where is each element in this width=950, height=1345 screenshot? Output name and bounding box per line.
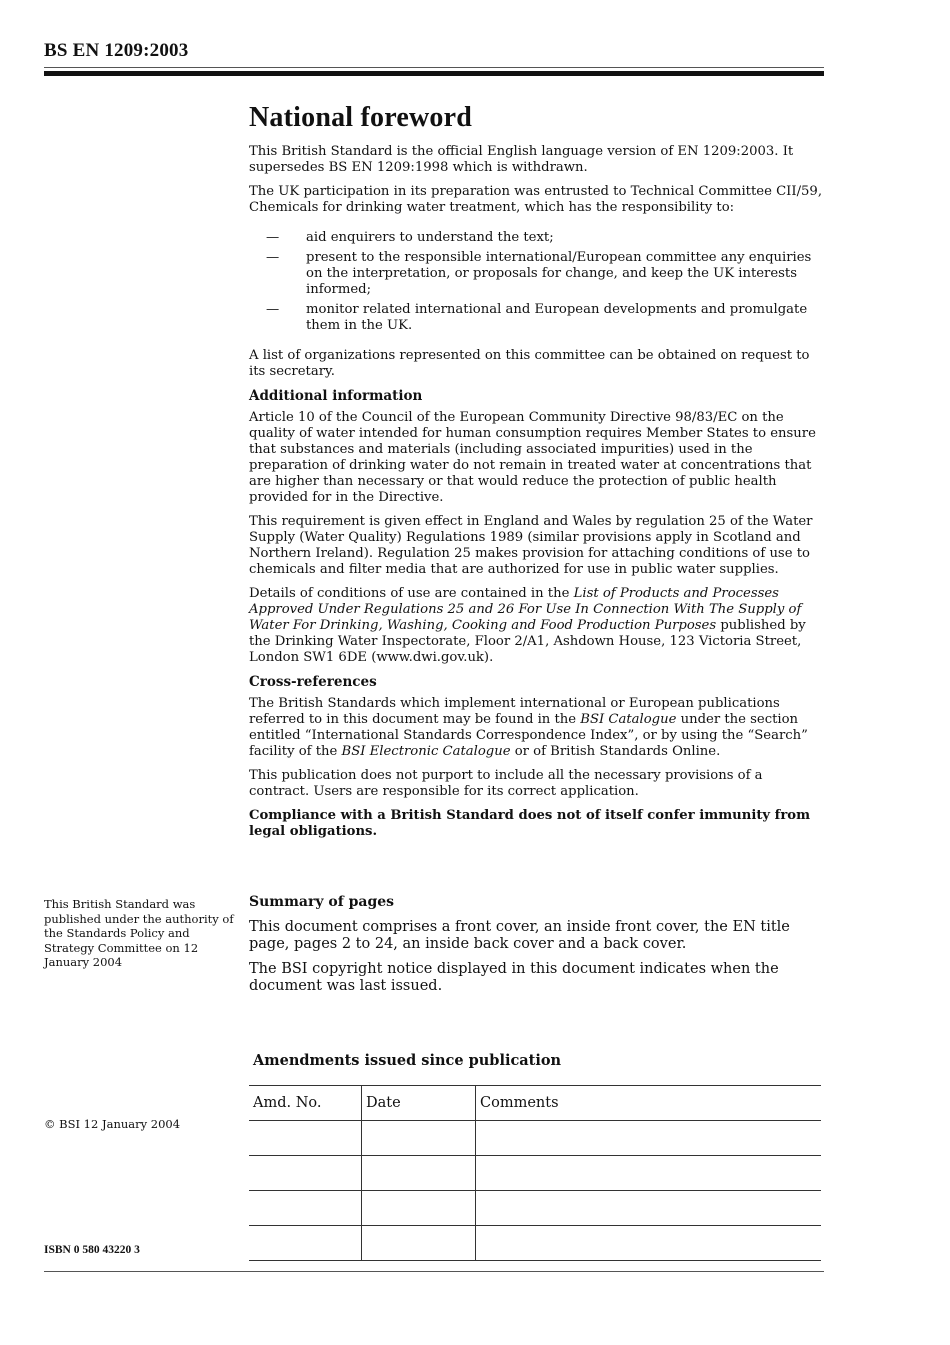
intro-paragraph-1: This British Standard is the official English language version of EN 1209:2003. It supersedes BS EN 1209:1998 which is withdrawn. (249, 144, 794, 175)
additional-paragraph-1: Article 10 of the Council of the European Community Directive 98/83/EC on the quality of water intended for human consumption requires Member States to ensure that substances and materials (including associated impurities) used in the preparation of drinking water do not remain in treated water at concentrations that are higher than necessary or that would reduce the protection of public health provided for in the Directive. (249, 410, 816, 505)
bsi-catalogue-title: BSI Catalogue (580, 712, 677, 727)
table-row (249, 1226, 821, 1261)
cross-references-heading: Cross-references (249, 674, 377, 690)
list-item (249, 230, 824, 246)
publication-title: List of Products and Processes Approved Under Regulations 25 and 26 For Use In Connection With The Supply of Water For Drinking, Washing, Cooking and Food Production Purposes (249, 586, 802, 633)
list-item-text: aid enquirers to understand the text; (306, 230, 554, 245)
text-run: published by the Drinking Water Inspectorate, Floor 2/A1, Ashdown House, 123 Victoria Street, London SW1 6DE (www.dwi.gov.uk). (249, 618, 806, 665)
column-header-amd-no: Amd. No. (249, 1086, 362, 1121)
amendments-title: Amendments issued since publication (253, 1052, 562, 1069)
publication-authority-note: This British Standard was published under the authority of the Standards Policy and Strategy Committee on 12 January 2004 (44, 897, 234, 969)
summary-paragraph-1: This document comprises a front cover, an inside front cover, the EN title page, pages 2 to 24, an inside back cover and a back cover. (249, 919, 790, 952)
table-header-row (249, 1086, 821, 1121)
summary-paragraph-2: The BSI copyright notice displayed in this document indicates when the document was last issued. (249, 961, 779, 994)
copyright-notice: © BSI 12 January 2004 (44, 1117, 181, 1131)
table-row (249, 1121, 821, 1156)
committee-list-note: A list of organizations represented on this committee can be obtained on request to its secretary. (249, 348, 810, 379)
list-item-text: monitor related international and European developments and promulgate them in the UK. (306, 302, 808, 333)
dash-marker: — (266, 250, 280, 265)
list-item-text: present to the responsible international/European committee any enquiries on the interpretation, or proposals for change, and keep the UK interests informed; (306, 250, 812, 297)
additional-paragraph-2: This requirement is given effect in England and Wales by regulation 25 of the Water Supply (Water Quality) Regulations 1989 (similar provisions apply in Scotland and Northern Ireland). Regulation 25 makes provision for attaching conditions of use to chemicals and filter media that are authorized for use in public water supplies. (249, 514, 813, 577)
summary-heading: Summary of pages (249, 894, 395, 910)
compliance-statement: Compliance with a British Standard does not of itself confer immunity from legal obligations. (249, 808, 811, 839)
header-thin-rule (44, 67, 824, 68)
footer-rule (44, 1271, 824, 1272)
foreword-body (249, 100, 824, 848)
bsi-electronic-catalogue-title: BSI Electronic Catalogue (341, 744, 511, 759)
dash-marker: — (266, 302, 280, 317)
summary-of-pages (249, 893, 824, 1003)
column-header-date: Date (362, 1086, 476, 1121)
table-cell (476, 1156, 822, 1191)
table-cell (249, 1191, 362, 1226)
cross-references-paragraph-2: This publication does not purport to include all the necessary provisions of a contract. Users are responsible for its correct application. (249, 768, 763, 799)
table-cell (249, 1121, 362, 1156)
list-item (249, 302, 824, 334)
text-run: or of British Standards Online. (510, 744, 721, 759)
dash-marker: — (266, 230, 280, 245)
additional-information-heading: Additional information (249, 388, 423, 404)
responsibility-list (249, 230, 824, 334)
list-item (249, 250, 824, 298)
amendments-table (249, 1085, 821, 1261)
text-run: under the section entitled “International Standards Correspondence Index”, or by using the “Search” facility of the (249, 712, 808, 759)
isbn: ISBN 0 580 43220 3 (44, 1244, 140, 1256)
table-cell (476, 1226, 822, 1261)
header-thick-rule (44, 71, 824, 76)
table-cell (476, 1191, 822, 1226)
text-run: The British Standards which implement international or European publications referred to in this document may be found in the (249, 696, 780, 727)
table-cell (362, 1191, 476, 1226)
document-id: BS EN 1209:2003 (44, 40, 189, 61)
table-cell (362, 1156, 476, 1191)
table-cell (476, 1121, 822, 1156)
cross-references-paragraph-1 (249, 696, 824, 760)
additional-paragraph-3 (249, 586, 824, 666)
intro-paragraph-2: The UK participation in its preparation was entrusted to Technical Committee CII/59, Chemicals for drinking water treatment, which has the responsibility to: (249, 184, 823, 215)
text-run: Details of conditions of use are contained in the (249, 586, 574, 601)
table-cell (362, 1226, 476, 1261)
table-cell (249, 1226, 362, 1261)
page-title: National foreword (249, 102, 472, 133)
table-cell (362, 1121, 476, 1156)
column-header-comments: Comments (476, 1086, 822, 1121)
table-cell (249, 1156, 362, 1191)
table-row (249, 1156, 821, 1191)
table-row (249, 1191, 821, 1226)
